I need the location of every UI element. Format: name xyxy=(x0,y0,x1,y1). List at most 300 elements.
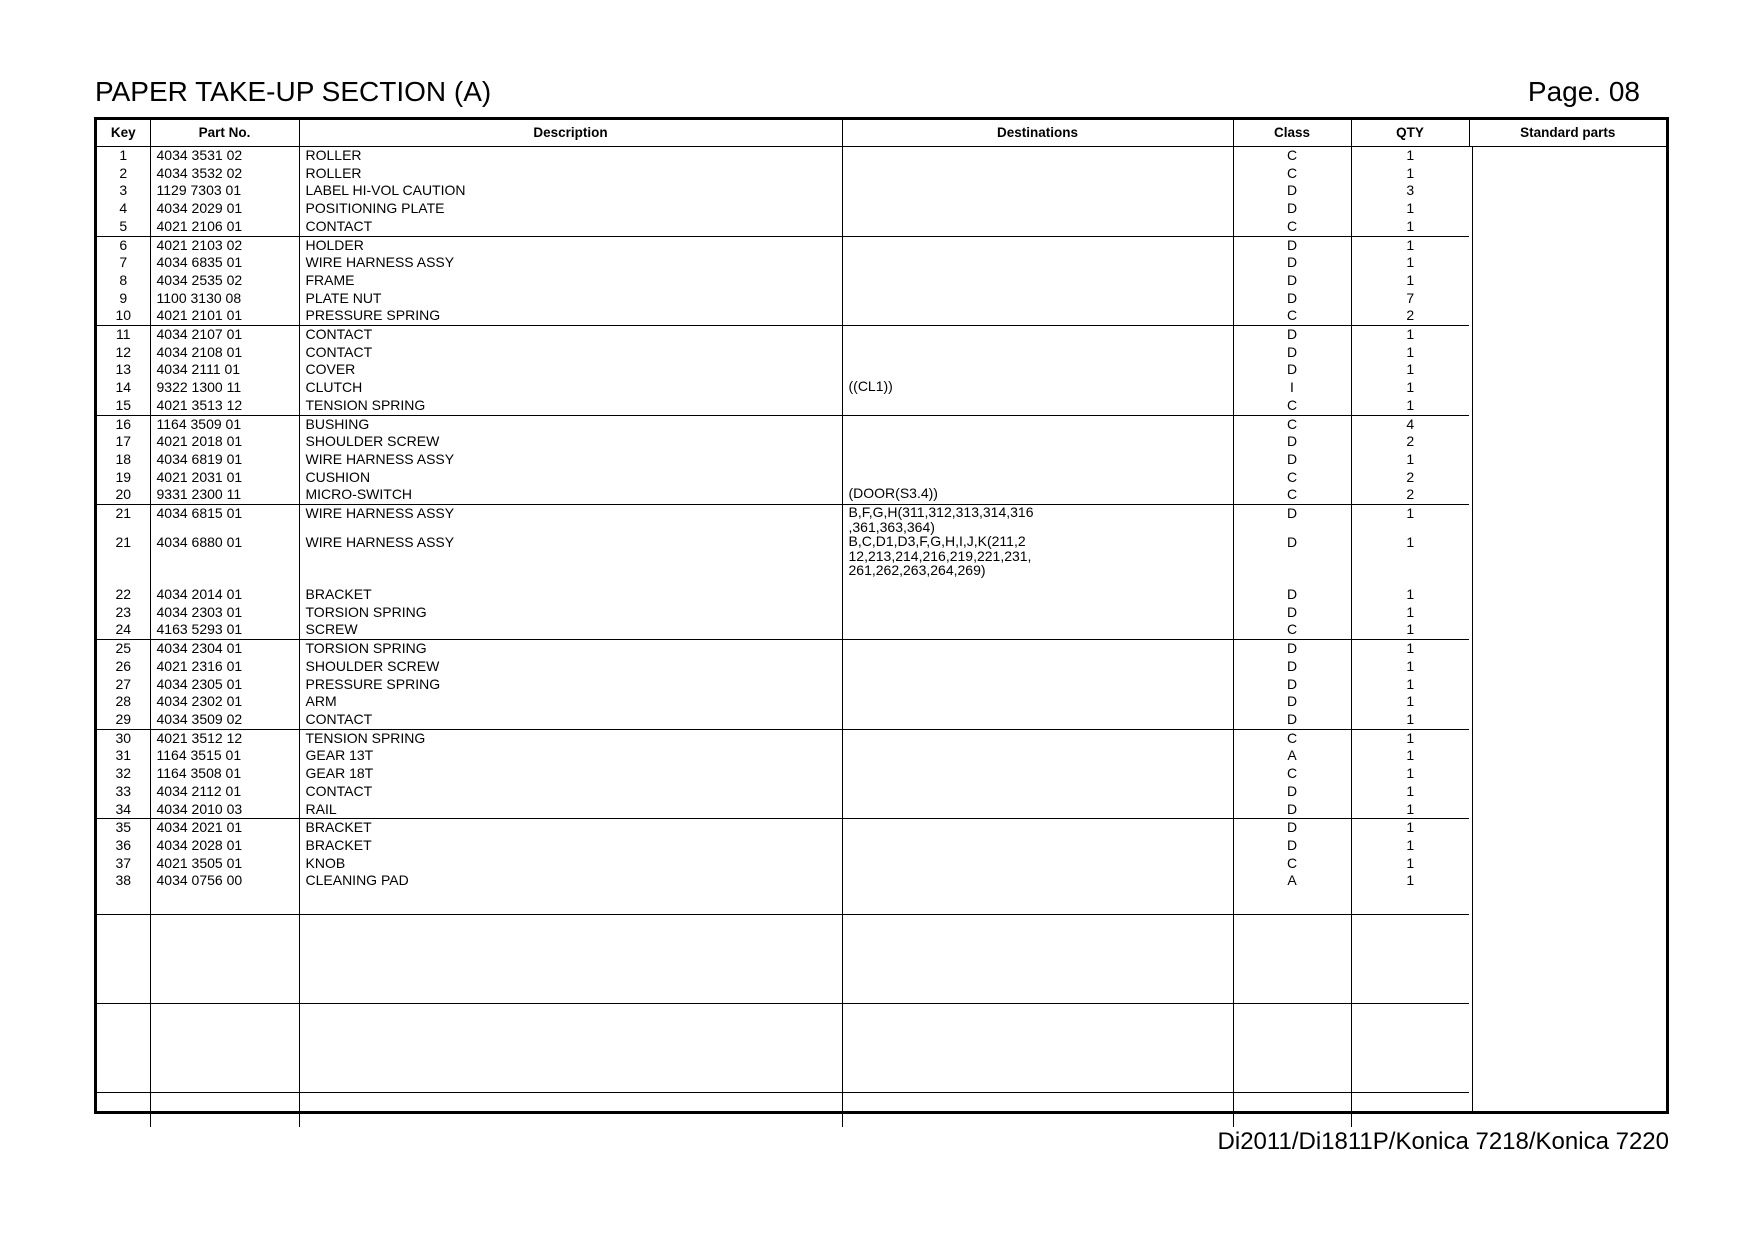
cell-description: PRESSURE SPRING xyxy=(299,676,842,694)
cell-destinations xyxy=(842,361,1233,379)
cell-destinations xyxy=(842,783,1233,801)
blank-cell xyxy=(299,890,842,915)
cell-class: D xyxy=(1233,344,1351,362)
table-row xyxy=(97,182,1666,200)
cell-qty: 1 xyxy=(1351,254,1469,272)
cell-key: 32 xyxy=(115,765,132,782)
cell-destinations: B,F,G,H(311,312,313,314,316 ,361,363,364) xyxy=(842,505,1233,535)
cell-part-no: 4034 2112 01 xyxy=(150,783,299,801)
table-row xyxy=(97,747,1666,765)
blank-row xyxy=(97,915,1666,1004)
cell-key: 5 xyxy=(97,218,150,236)
table-row xyxy=(97,783,1666,801)
cell-destinations xyxy=(842,182,1233,200)
cell-class: D xyxy=(1233,640,1351,658)
cell-qty: 1 xyxy=(1351,379,1469,397)
cell-destinations xyxy=(842,272,1233,290)
cell-destinations xyxy=(842,254,1233,272)
cell-description: RAIL xyxy=(299,801,842,819)
cell-key: 9 xyxy=(119,289,128,306)
cell-destinations xyxy=(842,640,1233,658)
cell-destinations xyxy=(842,676,1233,694)
cell-qty: 1 xyxy=(1351,658,1469,676)
blank-cell xyxy=(1351,1093,1469,1128)
cell-key: 19 xyxy=(115,468,132,485)
cell-qty: 1 xyxy=(1351,855,1469,873)
cell-part-no: 4021 2106 01 xyxy=(150,218,299,236)
cell-description: TORSION SPRING xyxy=(299,640,842,658)
cell-qty: 7 xyxy=(1351,290,1469,308)
cell-part-no: 4034 6880 01 xyxy=(150,534,299,586)
cell-part-no: 4021 3505 01 xyxy=(150,855,299,873)
cell-description: LABEL HI-VOL CAUTION xyxy=(299,182,842,200)
cell-description: HOLDER xyxy=(299,236,842,254)
cell-class: C xyxy=(1233,855,1351,873)
cell-description: ARM xyxy=(299,693,842,711)
cell-key: 26 xyxy=(115,657,132,674)
cell-key: 11 xyxy=(115,326,131,343)
cell-destinations xyxy=(842,801,1233,819)
blank-cell xyxy=(1351,1004,1469,1093)
table-row xyxy=(97,801,1666,819)
cell-part-no: 4034 2303 01 xyxy=(150,604,299,622)
table-row xyxy=(97,640,1666,658)
cell-destinations xyxy=(842,326,1233,344)
cell-key: 13 xyxy=(115,361,132,378)
blank-cell xyxy=(299,1093,842,1128)
cell-qty: 1 xyxy=(1351,783,1469,801)
column-header-part-no: Part No. xyxy=(150,120,299,147)
cell-part-no: 4034 3531 02 xyxy=(150,147,299,165)
cell-qty: 1 xyxy=(1351,451,1469,469)
standard-parts-column xyxy=(1472,146,1666,1111)
cell-key: 8 xyxy=(119,271,128,288)
cell-qty: 1 xyxy=(1351,676,1469,694)
cell-class: D xyxy=(1233,711,1351,729)
cell-class: D xyxy=(1233,200,1351,218)
cell-destinations xyxy=(842,218,1233,236)
cell-key: 4 xyxy=(119,200,128,217)
cell-key: 14 xyxy=(115,379,132,396)
cell-qty: 1 xyxy=(1351,747,1469,765)
cell-class: C xyxy=(1233,397,1351,415)
table-row xyxy=(97,469,1666,487)
table-row xyxy=(97,165,1666,183)
cell-key: 22 xyxy=(115,586,132,603)
blank-cell xyxy=(150,890,299,915)
cell-part-no: 4034 0756 00 xyxy=(150,872,299,890)
cell-qty: 2 xyxy=(1351,433,1469,451)
cell-description: GEAR 13T xyxy=(299,747,842,765)
cell-class: C xyxy=(1233,165,1351,183)
cell-class: D xyxy=(1233,451,1351,469)
cell-qty: 1 xyxy=(1351,872,1469,890)
cell-destinations xyxy=(842,621,1233,639)
cell-description: WIRE HARNESS ASSY xyxy=(299,451,842,469)
cell-destinations xyxy=(842,415,1233,433)
cell-class: D xyxy=(1233,361,1351,379)
table-row xyxy=(97,486,1666,504)
cell-qty: 1 xyxy=(1351,729,1469,747)
blank-cell xyxy=(97,1093,150,1128)
cell-class: D xyxy=(1233,272,1351,290)
cell-part-no: 4034 2021 01 xyxy=(150,819,299,837)
cell-part-no: 4034 2535 02 xyxy=(150,272,299,290)
cell-destinations xyxy=(842,200,1233,218)
cell-destinations xyxy=(842,433,1233,451)
cell-description: CUSHION xyxy=(299,469,842,487)
cell-qty: 1 xyxy=(1351,693,1469,711)
cell-destinations xyxy=(842,469,1233,487)
cell-key: 20 xyxy=(97,486,150,504)
cell-key: 17 xyxy=(115,433,132,450)
table-row xyxy=(97,872,1666,890)
column-header-standard-parts: Standard parts xyxy=(1469,120,1666,147)
cell-class: D xyxy=(1233,658,1351,676)
table-row xyxy=(97,621,1666,639)
cell-class: C xyxy=(1233,469,1351,487)
cell-description: KNOB xyxy=(299,855,842,873)
cell-key: 35 xyxy=(115,819,132,836)
cell-part-no: 4034 2010 03 xyxy=(150,801,299,819)
blank-cell xyxy=(842,1093,1233,1128)
table-row xyxy=(97,379,1666,397)
column-header-key: Key xyxy=(97,120,150,147)
cell-qty: 1 xyxy=(1351,801,1469,819)
table-row xyxy=(97,272,1666,290)
blank-cell xyxy=(842,915,1233,1004)
cell-qty: 1 xyxy=(1351,361,1469,379)
blank-cell xyxy=(97,890,150,915)
table-row xyxy=(97,534,1666,586)
table-row xyxy=(97,236,1666,254)
cell-class: D xyxy=(1233,534,1351,586)
cell-class: D xyxy=(1233,783,1351,801)
cell-key: 38 xyxy=(115,872,132,889)
cell-destinations xyxy=(842,290,1233,308)
cell-destinations xyxy=(842,693,1233,711)
cell-key: 6 xyxy=(119,236,128,253)
cell-key: 1 xyxy=(119,147,128,163)
blank-row xyxy=(97,1004,1666,1093)
cell-key: 27 xyxy=(115,675,132,692)
table-header-row xyxy=(97,120,1666,147)
cell-destinations xyxy=(842,855,1233,873)
cell-destinations xyxy=(842,397,1233,415)
cell-part-no: 4034 6819 01 xyxy=(150,451,299,469)
cell-part-no: 1100 3130 08 xyxy=(150,290,299,308)
cell-key: 15 xyxy=(97,397,150,415)
cell-key: 37 xyxy=(115,854,132,871)
cell-destinations xyxy=(842,307,1233,325)
table-row xyxy=(97,344,1666,362)
page-number: Page. 08 xyxy=(1527,76,1640,107)
cell-qty: 1 xyxy=(1351,765,1469,783)
blank-cell xyxy=(97,915,150,1004)
cell-description: BUSHING xyxy=(299,415,842,433)
table-row xyxy=(97,451,1666,469)
cell-destinations xyxy=(842,711,1233,729)
cell-part-no: 4021 3513 12 xyxy=(150,397,299,415)
cell-class: C xyxy=(1233,307,1351,325)
cell-key: 21 xyxy=(115,505,132,522)
column-header-class: Class xyxy=(1233,120,1351,147)
cell-part-no: 1129 7303 01 xyxy=(150,182,299,200)
cell-qty: 1 xyxy=(1351,621,1469,639)
cell-part-no: 4034 2304 01 xyxy=(150,640,299,658)
cell-part-no: 4034 2108 01 xyxy=(150,344,299,362)
blank-cell xyxy=(150,915,299,1004)
cell-class: A xyxy=(1233,747,1351,765)
cell-key: 12 xyxy=(115,343,132,360)
cell-class: D xyxy=(1233,693,1351,711)
blank-cell xyxy=(299,1004,842,1093)
cell-part-no: 4034 3509 02 xyxy=(150,711,299,729)
cell-destinations xyxy=(842,658,1233,676)
cell-qty: 1 xyxy=(1351,397,1469,415)
cell-part-no: 4021 2101 01 xyxy=(150,307,299,325)
cell-description: CONTACT xyxy=(299,783,842,801)
parts-table-frame xyxy=(94,117,1669,1114)
blank-cell xyxy=(1351,915,1469,1004)
cell-class: A xyxy=(1233,872,1351,890)
cell-part-no: 1164 3508 01 xyxy=(150,765,299,783)
cell-part-no: 4034 2305 01 xyxy=(150,676,299,694)
cell-destinations xyxy=(842,837,1233,855)
table-row xyxy=(97,433,1666,451)
cell-qty: 3 xyxy=(1351,182,1469,200)
table-row xyxy=(97,505,1666,535)
cell-qty: 1 xyxy=(1351,711,1469,729)
cell-part-no: 9331 2300 11 xyxy=(150,486,299,504)
cell-class: C xyxy=(1233,765,1351,783)
table-row xyxy=(97,218,1666,236)
blank-row xyxy=(97,890,1666,915)
cell-destinations xyxy=(842,819,1233,837)
cell-part-no: 1164 3509 01 xyxy=(150,415,299,433)
cell-class: D xyxy=(1233,837,1351,855)
cell-destinations xyxy=(842,451,1233,469)
cell-key: 24 xyxy=(97,621,150,639)
cell-class: D xyxy=(1233,604,1351,622)
cell-qty: 1 xyxy=(1351,147,1469,165)
cell-description: POSITIONING PLATE xyxy=(299,200,842,218)
cell-key: 23 xyxy=(115,603,132,620)
cell-part-no: 4034 2029 01 xyxy=(150,200,299,218)
cell-qty: 1 xyxy=(1351,534,1469,586)
cell-description: WIRE HARNESS ASSY xyxy=(299,505,842,535)
cell-destinations xyxy=(842,586,1233,604)
cell-class: D xyxy=(1233,586,1351,604)
blank-cell xyxy=(1233,915,1351,1004)
cell-class: D xyxy=(1233,676,1351,694)
cell-key: 10 xyxy=(97,307,150,325)
cell-part-no: 4034 6835 01 xyxy=(150,254,299,272)
blank-cell xyxy=(842,890,1233,915)
cell-qty: 1 xyxy=(1351,604,1469,622)
cell-class: C xyxy=(1233,729,1351,747)
cell-class: C xyxy=(1233,621,1351,639)
blank-cell xyxy=(1233,1093,1351,1128)
blank-cell xyxy=(299,915,842,1004)
blank-cell xyxy=(150,1004,299,1093)
cell-key: 36 xyxy=(115,836,132,853)
page-title: PAPER TAKE-UP SECTION (A) xyxy=(95,76,492,107)
cell-key: 33 xyxy=(115,782,132,799)
table-row xyxy=(97,837,1666,855)
cell-part-no: 4034 6815 01 xyxy=(150,505,299,535)
cell-class: D xyxy=(1233,254,1351,272)
cell-description: TENSION SPRING xyxy=(299,397,842,415)
cell-key: 31 xyxy=(115,747,132,764)
table-row xyxy=(97,397,1666,415)
cell-description: TENSION SPRING xyxy=(299,729,842,747)
parts-table-body xyxy=(97,147,1666,1128)
cell-qty: 2 xyxy=(1351,307,1469,325)
table-row xyxy=(97,711,1666,729)
cell-part-no: 4034 2302 01 xyxy=(150,693,299,711)
cell-description: SHOULDER SCREW xyxy=(299,658,842,676)
cell-key: 29 xyxy=(97,711,150,729)
cell-destinations: ((CL1)) xyxy=(842,379,1233,397)
cell-qty: 1 xyxy=(1351,272,1469,290)
cell-key: 25 xyxy=(115,640,132,657)
blank-cell xyxy=(842,1004,1233,1093)
cell-qty: 1 xyxy=(1351,218,1469,236)
cell-key: 30 xyxy=(115,729,132,746)
cell-description: CONTACT xyxy=(299,344,842,362)
table-row xyxy=(97,765,1666,783)
table-row xyxy=(97,586,1666,604)
cell-qty: 1 xyxy=(1351,344,1469,362)
cell-description: BRACKET xyxy=(299,837,842,855)
cell-part-no: 4034 2111 01 xyxy=(150,361,299,379)
cell-qty: 1 xyxy=(1351,586,1469,604)
cell-key: 21 xyxy=(115,534,132,551)
table-row xyxy=(97,290,1666,308)
cell-destinations xyxy=(842,604,1233,622)
cell-destinations xyxy=(842,236,1233,254)
cell-part-no: 4021 2018 01 xyxy=(150,433,299,451)
cell-qty: 2 xyxy=(1351,469,1469,487)
cell-part-no: 4163 5293 01 xyxy=(150,621,299,639)
cell-key: 16 xyxy=(115,415,132,432)
cell-description: CONTACT xyxy=(299,326,842,344)
cell-description: GEAR 18T xyxy=(299,765,842,783)
blank-cell xyxy=(150,1093,299,1128)
table-row xyxy=(97,658,1666,676)
cell-destinations xyxy=(842,747,1233,765)
table-row xyxy=(97,200,1666,218)
cell-key: 7 xyxy=(119,254,128,271)
cell-description: SHOULDER SCREW xyxy=(299,433,842,451)
cell-qty: 1 xyxy=(1351,837,1469,855)
cell-destinations xyxy=(842,765,1233,783)
blank-cell xyxy=(1351,890,1469,915)
table-row xyxy=(97,307,1666,325)
cell-description: ROLLER xyxy=(299,165,842,183)
cell-description: COVER xyxy=(299,361,842,379)
cell-key: 18 xyxy=(115,450,132,467)
cell-description: BRACKET xyxy=(299,819,842,837)
model-footer: Di2011/Di1811P/Konica 7218/Konica 7220 xyxy=(1217,1128,1669,1155)
cell-description: BRACKET xyxy=(299,586,842,604)
cell-class: C xyxy=(1233,218,1351,236)
cell-description: SCREW xyxy=(299,621,842,639)
cell-description: MICRO-SWITCH xyxy=(299,486,842,504)
cell-class: C xyxy=(1233,415,1351,433)
table-row xyxy=(97,693,1666,711)
blank-row xyxy=(97,1093,1666,1128)
cell-part-no: 4021 2031 01 xyxy=(150,469,299,487)
cell-description: CLUTCH xyxy=(299,379,842,397)
cell-destinations xyxy=(842,147,1233,165)
cell-qty: 1 xyxy=(1351,326,1469,344)
blank-cell xyxy=(1233,1004,1351,1093)
cell-destinations: B,C,D1,D3,F,G,H,I,J,K(211,2 12,213,214,216,219,221,231, 261,262,263,264,269) xyxy=(842,534,1233,586)
cell-description: PLATE NUT xyxy=(299,290,842,308)
cell-description: PRESSURE SPRING xyxy=(299,307,842,325)
cell-description: FRAME xyxy=(299,272,842,290)
cell-key: 34 xyxy=(97,801,150,819)
cell-description: CLEANING PAD xyxy=(299,872,842,890)
cell-part-no: 4034 2107 01 xyxy=(150,326,299,344)
cell-class: D xyxy=(1233,290,1351,308)
cell-qty: 4 xyxy=(1351,415,1469,433)
cell-description: ROLLER xyxy=(299,147,842,165)
blank-cell xyxy=(97,1004,150,1093)
table-row xyxy=(97,729,1666,747)
cell-part-no: 4034 3532 02 xyxy=(150,165,299,183)
cell-qty: 1 xyxy=(1351,819,1469,837)
cell-class: D xyxy=(1233,326,1351,344)
cell-class: D xyxy=(1233,182,1351,200)
column-header-qty: QTY xyxy=(1351,120,1469,147)
cell-class: D xyxy=(1233,433,1351,451)
cell-description: WIRE HARNESS ASSY xyxy=(299,534,842,586)
cell-destinations xyxy=(842,344,1233,362)
column-header-description: Description xyxy=(299,120,842,147)
cell-destinations xyxy=(842,165,1233,183)
cell-part-no: 4021 2316 01 xyxy=(150,658,299,676)
cell-class: D xyxy=(1233,236,1351,254)
table-row xyxy=(97,147,1666,165)
cell-part-no: 4034 2014 01 xyxy=(150,586,299,604)
cell-part-no: 9322 1300 11 xyxy=(150,379,299,397)
cell-key: 3 xyxy=(119,182,128,199)
cell-key: 2 xyxy=(119,164,128,181)
cell-part-no: 4021 3512 12 xyxy=(150,729,299,747)
cell-class: D xyxy=(1233,819,1351,837)
cell-qty: 2 xyxy=(1351,486,1469,504)
cell-destinations xyxy=(842,872,1233,890)
cell-description: CONTACT xyxy=(299,218,842,236)
cell-part-no: 4034 2028 01 xyxy=(150,837,299,855)
cell-qty: 1 xyxy=(1351,200,1469,218)
column-header-destinations: Destinations xyxy=(842,120,1233,147)
cell-destinations: (DOOR(S3.4)) xyxy=(842,486,1233,504)
parts-table xyxy=(97,120,1666,1127)
table-row xyxy=(97,326,1666,344)
table-row xyxy=(97,415,1666,433)
table-row xyxy=(97,361,1666,379)
table-row xyxy=(97,819,1666,837)
cell-description: CONTACT xyxy=(299,711,842,729)
cell-part-no: 4021 2103 02 xyxy=(150,236,299,254)
cell-qty: 1 xyxy=(1351,236,1469,254)
table-row xyxy=(97,604,1666,622)
cell-class: C xyxy=(1233,486,1351,504)
